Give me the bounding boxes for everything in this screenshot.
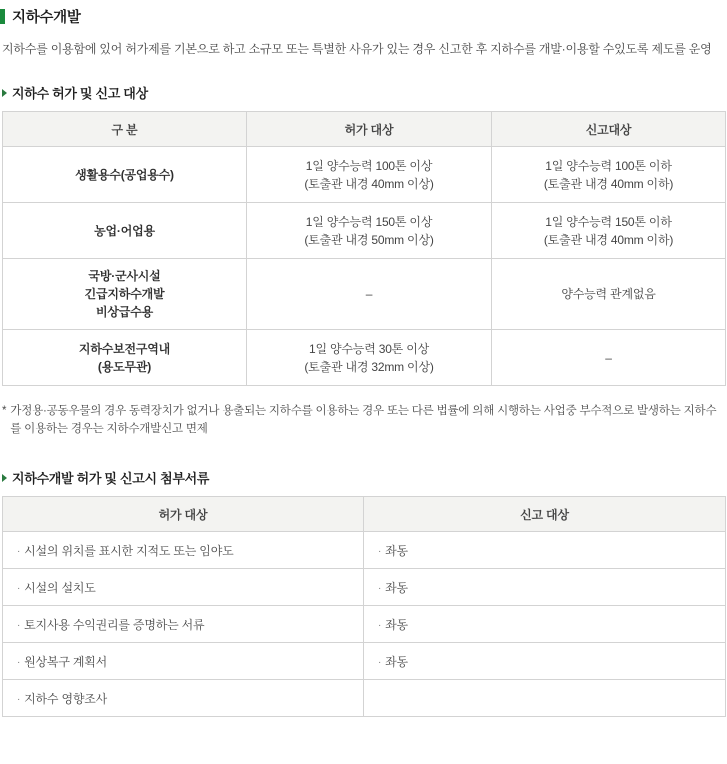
cell-report <box>492 147 726 203</box>
footnote-marker: * <box>2 405 7 417</box>
cell-permit <box>247 203 492 259</box>
bullet-dot-icon: · <box>17 693 21 705</box>
cell-category-line2: (용도무관) <box>97 359 152 374</box>
cell-permit-text: 토지사용 수익권리를 증명하는 서류 <box>24 617 205 632</box>
cell-permit-line2: (토출관 내경 50mm 이상) <box>304 232 434 247</box>
cell-permit-document <box>3 569 364 606</box>
section-title-text: 지하수개발 허가 및 신고시 첨부서류 <box>12 471 210 486</box>
cell-permit <box>247 147 492 203</box>
table-row <box>3 643 726 680</box>
cell-report-document <box>364 643 726 680</box>
cell-permit <box>247 259 492 330</box>
cell-report-text: 좌동 <box>385 580 408 595</box>
cell-report <box>492 330 726 386</box>
cell-category-line3: 비상급수용 <box>96 305 153 319</box>
cell-report-line1: – <box>605 350 612 365</box>
cell-category-line1: 지하수보전구역내 <box>78 341 171 356</box>
cell-category <box>3 203 247 259</box>
page-title-text: 지하수개발 <box>12 10 81 26</box>
cell-permit-line2: (토출관 내경 40mm 이상) <box>304 176 434 191</box>
cell-category-line1: 농업·어업용 <box>94 223 155 238</box>
cell-report-line2: (토출관 내경 40mm 이하) <box>543 232 674 247</box>
table-header-row <box>3 112 726 147</box>
cell-category <box>3 147 247 203</box>
table-row <box>3 259 726 330</box>
bullet-dot-icon: · <box>17 545 21 557</box>
permit-report-target-table <box>2 111 726 386</box>
cell-report-document-empty <box>364 680 726 717</box>
cell-permit-document <box>3 606 364 643</box>
table-row <box>3 606 726 643</box>
cell-category-line2: 긴급지하수개발 <box>84 287 165 301</box>
cell-permit-text: 원상복구 계획서 <box>24 654 108 669</box>
cell-permit-document <box>3 532 364 569</box>
bullet-dot-icon: · <box>378 545 382 557</box>
column-header-report: 신고대상 <box>492 112 726 147</box>
bullet-dot-icon: · <box>17 619 21 631</box>
cell-permit-text: 지하수 영향조사 <box>24 691 108 706</box>
cell-report-document <box>364 532 726 569</box>
bullet-dot-icon: · <box>378 582 382 594</box>
cell-report-line1: 양수능력 관계없음 <box>561 287 656 301</box>
triangle-bullet-icon <box>2 89 7 97</box>
section-title-text: 지하수 허가 및 신고 대상 <box>12 86 148 101</box>
column-header-permit: 허가 대상 <box>3 497 364 532</box>
cell-permit-line1: 1일 양수능력 150톤 이상 <box>305 214 433 229</box>
cell-category-line1: 생활용수(공업용수) <box>75 167 174 182</box>
cell-permit-document <box>3 680 364 717</box>
cell-report-document <box>364 569 726 606</box>
bullet-dot-icon: · <box>378 619 382 631</box>
cell-report-text: 좌동 <box>385 543 408 558</box>
cell-permit-text: 시설의 설치도 <box>24 580 96 595</box>
title-accent-bar <box>0 9 5 24</box>
table-row <box>3 147 726 203</box>
cell-permit-line2: (토출관 내경 32mm 이상) <box>304 359 434 374</box>
page-title <box>0 6 727 27</box>
cell-report-document <box>364 606 726 643</box>
cell-permit <box>247 330 492 386</box>
cell-permit-line1: 1일 양수능력 30톤 이상 <box>309 341 429 356</box>
cell-permit-line1: – <box>365 287 373 301</box>
cell-report-line2: (토출관 내경 40mm 이하) <box>543 176 674 191</box>
bullet-dot-icon: · <box>17 656 21 668</box>
column-header-category: 구 분 <box>3 112 247 147</box>
cell-permit-document <box>3 643 364 680</box>
document-page <box>0 6 727 764</box>
cell-category-line1: 국방·군사시설 <box>88 269 161 283</box>
footnote-text: 가정용·공동우물의 경우 동력장치가 없거나 용출되는 지하수를 이용하는 경우 또는 다른 법률에 의해 시행하는 사업중 부수적으로 발생하는 지하수를 이용하는 경우는 지하수개발신고 면제 <box>10 405 717 435</box>
column-header-permit: 허가 대상 <box>247 112 492 147</box>
footnote <box>2 402 725 438</box>
section-heading-attachments <box>2 468 727 487</box>
table-row <box>3 680 726 717</box>
column-header-report: 신고 대상 <box>364 497 726 532</box>
cell-report <box>492 259 726 330</box>
cell-permit-text: 시설의 위치를 표시한 지적도 또는 임야도 <box>24 543 234 558</box>
bullet-dot-icon: · <box>17 582 21 594</box>
attachment-documents-table <box>2 496 726 717</box>
section-heading-permit-targets <box>2 83 727 102</box>
cell-report-line1: 1일 양수능력 100톤 이하 <box>545 158 672 173</box>
cell-report-line1: 1일 양수능력 150톤 이하 <box>545 214 672 229</box>
intro-paragraph: 지하수를 이용함에 있어 허가제를 기본으로 하고 소규모 또는 특별한 사유가 있는 경우 신고한 후 지하수를 개발·이용할 수있도록 제도를 운영 <box>2 42 712 56</box>
cell-permit-line1: 1일 양수능력 100톤 이상 <box>305 158 433 173</box>
triangle-bullet-icon <box>2 474 7 482</box>
table-row <box>3 569 726 606</box>
cell-report <box>492 203 726 259</box>
bullet-dot-icon: · <box>378 656 382 668</box>
cell-report-text: 좌동 <box>385 617 408 632</box>
table-row <box>3 532 726 569</box>
cell-category <box>3 259 247 330</box>
table-row <box>3 203 726 259</box>
cell-report-text: 좌동 <box>385 654 408 669</box>
table-header-row <box>3 497 726 532</box>
table-row <box>3 330 726 386</box>
cell-category <box>3 330 247 386</box>
